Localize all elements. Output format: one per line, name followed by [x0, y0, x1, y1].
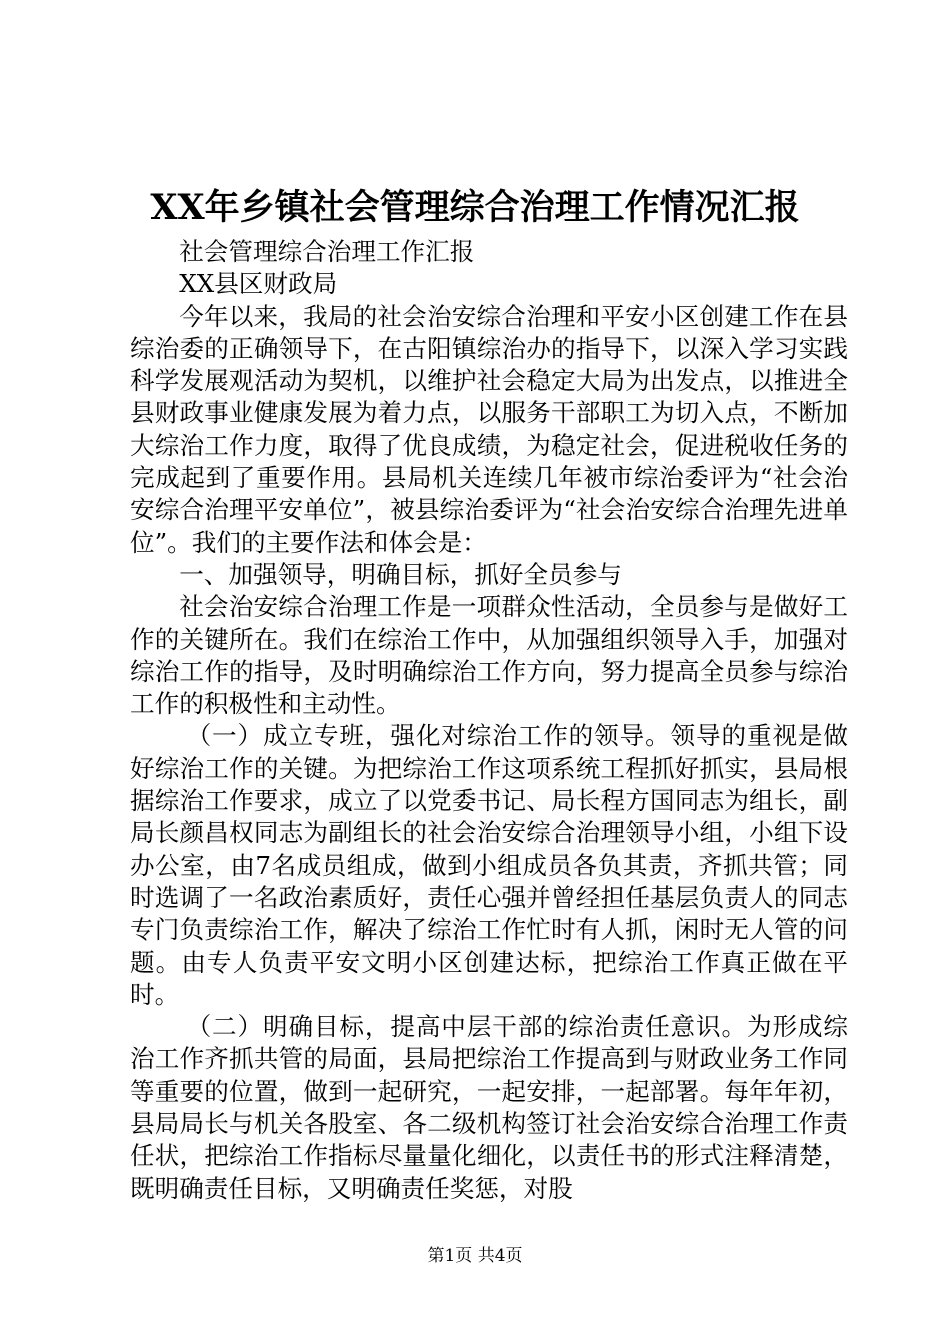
document-author: XX县区财政局 — [179, 269, 338, 299]
paragraph-intro: 今年以来，我局的社会治安综合治理和平安小区创建工作在县综治委的正确领导下，在古阳镇综治办的指导下，以深入学习实践科学发展观活动为契机，以维护社会稳定大局为出发点，以推进全县财政事业健康发展为着力点，以服务干部职工为切入点，不断加大综治工作力度，取得了优良成绩，为稳定社会，促进税收任务的完成起到了重要作用。县局机关连续几年被市综治委评为“社会治安综合治理平安单位”，被县综治委评为“社会治安综合治理先进单位”。我们的主要作法和体会是： — [130, 301, 848, 557]
paragraph-subsection-2: （二）明确目标，提高中层干部的综治责任意识。为形成综治工作齐抓共管的局面，县局把综治工作提高到与财政业务工作同等重要的位置，做到一起研究，一起安排，一起部署。每年年初，县局局长与机关各股室、各二级机构签订社会治安综合治理工作责任状，把综治工作指标尽量量化细化，以责任书的形式注释清楚，既明确责任目标，又明确责任奖惩，对股 — [130, 1012, 848, 1203]
document-subtitle: 社会管理综合治理工作汇报 — [179, 237, 475, 266]
section-heading-1: 一、加强领导，明确目标，抓好全员参与 — [179, 559, 622, 589]
paragraph-subsection-1: （一）成立专班，强化对综治工作的领导。领导的重视是做好综治工作的关键。为把综治工作这项系统工程抓好抓实，县局根据综治工作要求，成立了以党委书记、局长程方国同志为组长，副局长颜昌权同志为副组长的社会治安综合治理领导小组，小组下设办公室，由7名成员组成，做到小组成员各负其责，齐抓共管；同时选调了一名政治素质好，责任心强并曾经担任基层负责人的同志专门负责综治工作，解决了综治工作忙时有人抓，闲时无人管的问题。由专人负责平安文明小区创建达标，把综治工作真正做在平时。 — [130, 721, 848, 1009]
document-title: XX年乡镇社会管理综合治理工作情况汇报 — [150, 187, 800, 228]
page-number-footer: 第1页 共4页 — [427, 1246, 523, 1266]
paragraph-section-1: 社会治安综合治理工作是一项群众性活动，全员参与是做好工作的关键所在。我们在综治工作中，从加强组织领导入手，加强对综治工作的指导，及时明确综治工作方向，努力提高全员参与综治工作的积极性和主动性。 — [130, 592, 848, 719]
document-body — [130, 236, 848, 1205]
